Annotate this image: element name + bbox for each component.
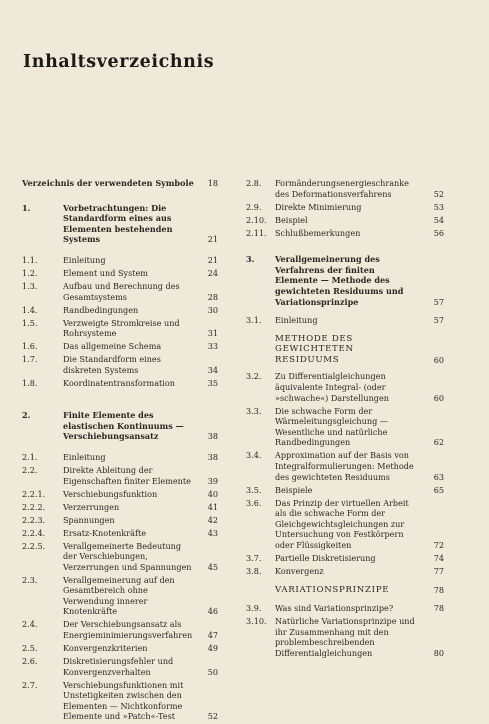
toc-entry-title: Spannungen xyxy=(63,514,115,525)
toc-entry-number: 3.9. xyxy=(246,603,262,614)
toc-entry-title: Formänderungsenergieschranke des Deformationsverfahrens xyxy=(275,178,409,199)
toc-entry-number: 1.2. xyxy=(22,267,38,278)
toc-entry[interactable] xyxy=(22,305,218,316)
toc-entry-number: 2.1. xyxy=(22,452,38,463)
toc-entry-title: Die schwache Form der Wärmeleitungsgleichung — Wesentliche und natürliche Randbedingungen xyxy=(275,405,388,448)
toc-entry-title: Ersatz-Knotenkräfte xyxy=(63,527,147,538)
toc-entry[interactable] xyxy=(22,489,218,500)
toc-entry-page: 41 xyxy=(207,501,218,512)
toc-entry[interactable] xyxy=(22,575,218,617)
toc-entry[interactable] xyxy=(22,281,218,302)
toc-entry-page: 46 xyxy=(207,606,218,617)
toc-entry[interactable] xyxy=(246,553,444,564)
toc-entry-title: Einleitung xyxy=(63,452,106,463)
toc-entry-number: 1. xyxy=(22,202,31,213)
toc-entry[interactable] xyxy=(246,371,444,403)
toc-entry[interactable] xyxy=(22,268,218,279)
toc-entry-title: Verallgemeinerung des Verfahrens der finiten Elemente — Methode des gewichteten Residuums und Variationsprinzipe xyxy=(275,254,404,307)
toc-entry-number: 2.5. xyxy=(22,643,38,654)
toc-entry-page: 42 xyxy=(207,514,218,525)
toc-entry-number: 2. xyxy=(22,410,31,421)
toc-entry[interactable] xyxy=(246,254,444,307)
toc-entry-page: 56 xyxy=(433,227,444,238)
toc-entry-number: 2.3. xyxy=(22,574,38,585)
toc-entry-number: 2.2.5. xyxy=(22,540,46,551)
toc-entry[interactable] xyxy=(246,178,444,199)
toc-column-left xyxy=(22,178,218,724)
toc-entry-number: 2.9. xyxy=(246,201,262,212)
toc-entry-page: 28 xyxy=(207,291,218,302)
toc-entry-title: Zu Differentialgleichungen äquivalente Integral- (oder »schwache«) Darstellungen xyxy=(275,371,389,403)
toc-entry-title: Vorbetrachtungen: Die Standardform eines aus Elementen bestehenden Systems xyxy=(63,202,173,245)
toc-entry[interactable] xyxy=(246,616,444,658)
toc-entry-number: 1.8. xyxy=(22,377,38,388)
toc-entry-number: 2.11. xyxy=(246,227,267,238)
toc-entry-number: 2.2.3. xyxy=(22,514,46,525)
toc-entry-title: Direkte Minimierung xyxy=(275,201,362,212)
toc-entry[interactable] xyxy=(22,378,218,389)
toc-entry-page: 57 xyxy=(433,296,444,307)
toc-entry-page: 80 xyxy=(433,647,444,658)
toc-entry-page: 78 xyxy=(433,603,444,614)
toc-entry-number: 1.4. xyxy=(22,304,38,315)
toc-entry-page: 53 xyxy=(433,201,444,212)
toc-entry-page: 74 xyxy=(433,552,444,563)
toc-entry[interactable] xyxy=(22,354,218,375)
toc-entry-page: 63 xyxy=(433,471,444,482)
toc-entry-page: 33 xyxy=(207,341,218,352)
toc-entry-title: Die Standardform eines diskreten Systems xyxy=(63,354,161,375)
toc-entry-number: 3.6. xyxy=(246,497,262,508)
toc-entry-number: 3.5. xyxy=(246,484,262,495)
toc-entry-title: Einleitung xyxy=(63,254,106,265)
toc-entry-number: 1.7. xyxy=(22,354,38,365)
toc-entry[interactable] xyxy=(246,406,444,448)
toc-entry[interactable] xyxy=(22,528,218,539)
toc-entry[interactable] xyxy=(246,585,444,596)
toc-entry-number: 2.4. xyxy=(22,619,38,630)
toc-entry-page: 52 xyxy=(207,711,218,722)
toc-entry-page: 52 xyxy=(433,188,444,199)
toc-entry-number: 3.8. xyxy=(246,565,262,576)
toc-entry-title: Schlußbemerkungen xyxy=(275,227,361,238)
toc-entry-number: 2.6. xyxy=(22,656,38,667)
toc-entry-page: 31 xyxy=(207,328,218,339)
toc-entry[interactable] xyxy=(22,656,218,677)
toc-entry-number: 3.4. xyxy=(246,450,262,461)
toc-entry-title: Koordinatentransformation xyxy=(63,377,175,388)
toc-entry-number: 2.2.2. xyxy=(22,501,46,512)
toc-entry-page: 50 xyxy=(207,666,218,677)
page-title: Inhaltsverzeichnis xyxy=(23,52,215,72)
toc-entry-page: 34 xyxy=(207,364,218,375)
toc-entry-page: 35 xyxy=(207,377,218,388)
toc-entry-title: Konvergenz xyxy=(275,565,324,576)
toc-entry[interactable] xyxy=(22,515,218,526)
toc-entry-title: Beispiele xyxy=(275,484,313,495)
toc-entry-number: 3.7. xyxy=(246,552,262,563)
toc-column-right xyxy=(246,178,444,661)
toc-entry[interactable] xyxy=(22,619,218,640)
toc-entry[interactable] xyxy=(246,215,444,226)
toc-entry-page: 39 xyxy=(207,475,218,486)
toc-entry-title: Direkte Ableitung der Eigenschaften finiter Elemente xyxy=(63,465,191,486)
toc-entry-number: 2.7. xyxy=(22,679,38,690)
toc-entry-page: 38 xyxy=(207,452,218,463)
toc-entry-title: Das allgemeine Schema xyxy=(63,341,162,352)
toc-entry-title: Verallgemeinerung auf den Gesamtbereich ohne Verwendung innerer Knotenkräfte xyxy=(63,574,175,617)
toc-entry[interactable] xyxy=(22,318,218,339)
toc-entry[interactable] xyxy=(246,334,444,366)
toc-entry-page: 77 xyxy=(433,565,444,576)
toc-entry-title: Verzerrungen xyxy=(63,501,120,512)
toc-entry[interactable] xyxy=(22,452,218,463)
toc-entry-number: 1.5. xyxy=(22,317,38,328)
toc-entry-number: 3. xyxy=(246,254,255,265)
toc-entry-number: 1.1. xyxy=(22,254,38,265)
toc-entry-page: 49 xyxy=(207,643,218,654)
toc-entry-page: 43 xyxy=(207,527,218,538)
toc-entry-page: 60 xyxy=(433,354,444,365)
toc-entry-title: Partielle Diskretisierung xyxy=(275,552,376,563)
toc-entry-title: Verzweigte Stromkreise und Rohrsysteme xyxy=(63,317,180,339)
toc-entry-title: Natürliche Variationsprinzipe und ihr Zusammenhang mit den problembeschreibenden Differentialgleichungen xyxy=(275,616,415,658)
toc-entry-page: 18 xyxy=(207,178,218,188)
toc-entry-title: Das Prinzip der virtuellen Arbeit als die schwache Form der Gleichgewichtsgleichungen zur Untersuchung von Festkörpern oder Flüssigkeiten xyxy=(275,497,409,550)
toc-entry-page: 21 xyxy=(207,254,218,265)
toc-entry-number: 2.2.4. xyxy=(22,527,46,538)
toc-entry[interactable] xyxy=(246,228,444,239)
toc-entry-number: 2.2.1. xyxy=(22,488,46,499)
toc-entry-number: 1.3. xyxy=(22,280,38,291)
toc-entry-page: 21 xyxy=(207,234,218,245)
toc-entry-page: 38 xyxy=(207,431,218,442)
toc-entry-title: Approximation auf der Basis von Integralformulierungen: Methode des gewichteten Residuums xyxy=(275,450,414,482)
toc-entry[interactable] xyxy=(22,410,218,442)
toc-entry-number: 2.2. xyxy=(22,465,38,475)
toc-entry[interactable] xyxy=(22,341,218,352)
toc-entry-number: 3.3. xyxy=(246,405,262,416)
toc-entry-page: 72 xyxy=(433,539,444,550)
toc-entry[interactable] xyxy=(22,203,218,245)
toc-entry-page: 45 xyxy=(207,561,218,572)
toc-entry-title: Einleitung xyxy=(275,315,318,326)
toc-entry-page: 24 xyxy=(207,267,218,278)
toc-entry-title: Was sind Variationsprinzipe? xyxy=(275,603,394,614)
toc-entry-page: 65 xyxy=(433,484,444,495)
toc-entry[interactable] xyxy=(246,450,444,482)
toc-entry-title: Verzeichnis der verwendeten Symbole xyxy=(22,178,194,188)
toc-entry[interactable] xyxy=(246,485,444,496)
toc-entry-title: Der Verschiebungsansatz als Energieminimierungsverfahren xyxy=(63,619,193,641)
toc-entry-page: 54 xyxy=(433,214,444,225)
toc-entry-title: METHODE DES GEWICHTETEN RESIDUUMS xyxy=(275,333,354,365)
toc-entry[interactable] xyxy=(246,603,444,614)
toc-entry[interactable] xyxy=(22,255,218,266)
toc-entry-page: 47 xyxy=(207,630,218,641)
toc-entry-title: Konvergenzkriterien xyxy=(63,643,148,654)
toc-entry-title: Verallgemeinerte Bedeutung der Verschiebungen, Verzerrungen und Spannungen xyxy=(63,540,192,572)
toc-entry-title: Verschiebungsfunktionen mit Unstetigkeiten zwischen den Elementen — Nichtkonforme Elemente und »Patch«-Test xyxy=(63,679,184,722)
toc-entry[interactable] xyxy=(246,498,444,551)
toc-entry[interactable] xyxy=(246,566,444,577)
toc-entry-title: Randbedingungen xyxy=(63,304,139,315)
toc-entry-page: 30 xyxy=(207,304,218,315)
toc-entry[interactable] xyxy=(22,465,218,486)
toc-entry-page: 62 xyxy=(433,437,444,448)
toc-entry-number: 3.10. xyxy=(246,616,267,627)
toc-entry-title: Finite Elemente des elastischen Kontinuums — Verschiebungsansatz xyxy=(63,410,184,442)
toc-entry[interactable] xyxy=(246,315,444,326)
toc-entry-number: 1.6. xyxy=(22,341,38,352)
toc-entry-title: Verschiebungsfunktion xyxy=(63,488,158,499)
toc-entry-number: 2.8. xyxy=(246,178,262,188)
toc-entry-number: 2.10. xyxy=(246,214,267,225)
toc-entry-title: Aufbau und Berechnung des Gesamtsystems xyxy=(63,280,180,302)
toc-entry-page: 78 xyxy=(433,584,444,595)
toc-entry-page: 60 xyxy=(433,392,444,403)
toc-entry-title: Beispiel xyxy=(275,214,308,225)
toc-entry-page: 40 xyxy=(207,488,218,499)
toc-entry-number: 3.1. xyxy=(246,315,262,326)
toc-entry-title: VARIATIONSPRINZIPE xyxy=(275,584,390,595)
toc-entry-title: Diskretisierungsfehler und Konvergenzverhalten xyxy=(63,656,174,677)
toc-entry-title: Element und System xyxy=(63,267,148,278)
toc-entry-page: 57 xyxy=(433,315,444,326)
toc-entry[interactable] xyxy=(22,680,218,722)
toc-entry-number: 3.2. xyxy=(246,371,262,382)
toc-entry[interactable] xyxy=(22,178,218,189)
toc-entry[interactable] xyxy=(246,202,444,213)
toc-entry[interactable] xyxy=(22,643,218,654)
toc-entry[interactable] xyxy=(22,541,218,573)
toc-entry[interactable] xyxy=(22,502,218,513)
